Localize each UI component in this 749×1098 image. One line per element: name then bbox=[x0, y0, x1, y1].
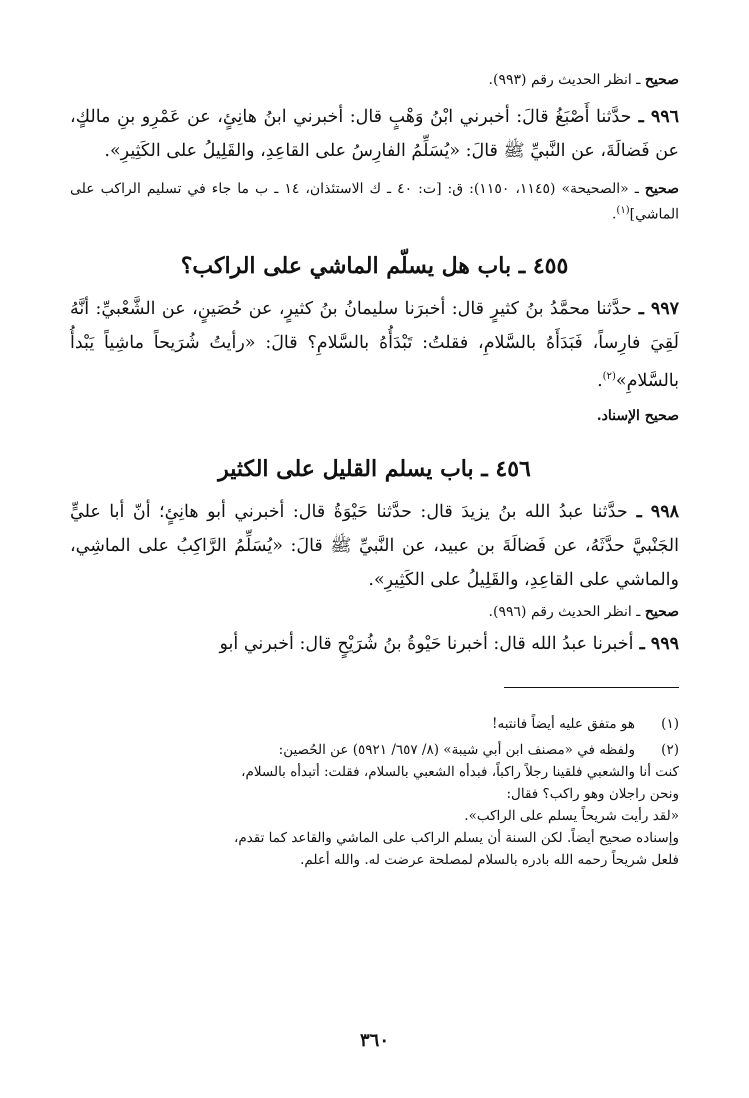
separator: ـ bbox=[628, 181, 645, 197]
separator: ـ bbox=[631, 72, 645, 88]
footnote-rule bbox=[504, 687, 679, 688]
footnote-line: كنت أنا والشعبي فلقينا رجلاً راكباً، فبدأه الشعبي بالسلام، فقلت: أتبدأه بالسلام، bbox=[241, 764, 679, 781]
hadith-text: حدَّثنا أَصْبَغُ قالَ: أخبرني ابْنُ وَهْبٍ قال: أخبرني ابنُ هانِئٍ، عن عَمْرِو بنِ مالكٍ، عن فَضالَةَ، عن النَّبيِّ ﷺ قالَ: «يُسَلِّمُ الفارِسُ على القاعِدِ، والقَلِيلُ على الكَثِيرِ». bbox=[70, 107, 679, 161]
separator: ـ bbox=[631, 298, 651, 319]
footnote-1 bbox=[70, 713, 679, 735]
footnote-line: ولفظه في «مصنف ابن أبي شيبة» (٨/ ٦٥٧/ ٥٩٢١) عن الحُصين: bbox=[278, 742, 635, 759]
footnote-ref: (١) bbox=[616, 205, 630, 216]
chapter-455-title: ٤٥٥ ـ باب هل يسلّم الماشي على الراكب؟ bbox=[180, 252, 569, 279]
hadith-number: ٩٩٨ bbox=[650, 502, 679, 523]
hadith-text: حدَّثنا محمَّدُ بنُ كثيرٍ قال: أخبرَنا سليمانُ بنُ كثيرٍ، عن حُصَينٍ، عن الشَّعْبيِّ: أنَّهُ لَقِيَ فارِساً، فَبَدَأَهُ بالسَّلامِ، فقلتُ: تَبْدَأُهُ بالسَّلامِ؟ قالَ: «رأيتُ شُرَيحاً ماشِياً يَبْدأُ بالسَّلامِ» bbox=[70, 298, 679, 391]
separator: ـ bbox=[627, 502, 651, 523]
footnote-body bbox=[70, 739, 635, 761]
footnote-body bbox=[70, 713, 635, 735]
hadith-998 bbox=[70, 495, 679, 597]
footnote-2 bbox=[70, 739, 679, 761]
footnote-ref: (٢) bbox=[602, 370, 616, 382]
hadith-number: ٩٩٩ bbox=[650, 634, 679, 655]
hadith-text: حدَّثنا عبدُ الله بنُ يزيدَ قال: حدَّثنا حَيْوَةُ قال: أخبرني أبو هانِئٍ؛ أنّ أبا عليٍّ الجَنْبيَّ حدَّثَهُ، عن فَضالَةَ بن عبيد، عن النَّبيِّ ﷺ قالَ: «يُسَلِّمُ الرَّاكِبُ على الماشِي، والماشي على القاعِدِ، والقَلِيلُ على الكَثِيرِ». bbox=[70, 502, 679, 591]
page-number: ٣٦٠ bbox=[359, 1030, 389, 1051]
grade-998 bbox=[70, 601, 679, 623]
grade-996 bbox=[70, 178, 679, 226]
hadith-996 bbox=[70, 100, 679, 168]
separator: ـ bbox=[631, 107, 651, 127]
hadith-text: أخبرنا عبدُ الله قال: أخبرنا حَيْوةُ بنُ شُرَيْحٍ قال: أخبرني أبو bbox=[219, 634, 634, 655]
grade-text: انظر الحديث رقم (٩٩٦). bbox=[488, 604, 632, 621]
period: . bbox=[611, 206, 617, 223]
top-grade bbox=[70, 70, 679, 90]
grade-997: صحيح الإسناد. bbox=[596, 408, 679, 425]
footnote-separator bbox=[70, 661, 679, 713]
hadith-997 bbox=[70, 292, 679, 398]
hadith-999 bbox=[70, 627, 679, 661]
grade-label: صحيح bbox=[644, 181, 679, 197]
footnote-2-continuation bbox=[70, 761, 679, 871]
separator: ـ bbox=[633, 634, 651, 655]
footnote-line: وإسناده صحيح أيضاً. لكن السنة أن يسلم الراكب على الماشي والقاعد كما تقدم، bbox=[234, 830, 679, 847]
grade-label: صحيح bbox=[644, 604, 679, 621]
chapter-456-title: ٤٥٦ ـ باب يسلم القليل على الكثير bbox=[218, 456, 531, 483]
footnote-number: (١) bbox=[661, 716, 679, 733]
footnote-number: (٢) bbox=[661, 742, 679, 759]
grade-label: صحيح bbox=[644, 72, 679, 88]
grade-text: انظر الحديث رقم (٩٩٣). bbox=[488, 72, 632, 88]
period: . bbox=[597, 370, 603, 391]
hadith-number: ٩٩٧ bbox=[650, 298, 680, 319]
footnote-line: هو متفق عليه أيضاً فانتبه! bbox=[492, 716, 635, 733]
footnote-line: «لقد رأيت شريحاً يسلم على الراكب». bbox=[464, 808, 679, 825]
hadith-number: ٩٩٦ bbox=[650, 107, 680, 127]
grade-text: «الصحيحة» (١١٤٥، ١١٥٠): ق: [ت: ٤٠ ـ ك الاستئذان، ١٤ ـ ب ما جاء في تسليم الراكب على الماشي] bbox=[70, 181, 679, 223]
footnote-line: فلعل شريحاً رحمه الله بادره بالسلام لمصلحة عرضت له. والله أعلم. bbox=[300, 852, 679, 869]
footnote-line: ونحن راجلان وهو راكب؟ فقال: bbox=[506, 786, 679, 803]
separator: ـ bbox=[631, 604, 645, 621]
